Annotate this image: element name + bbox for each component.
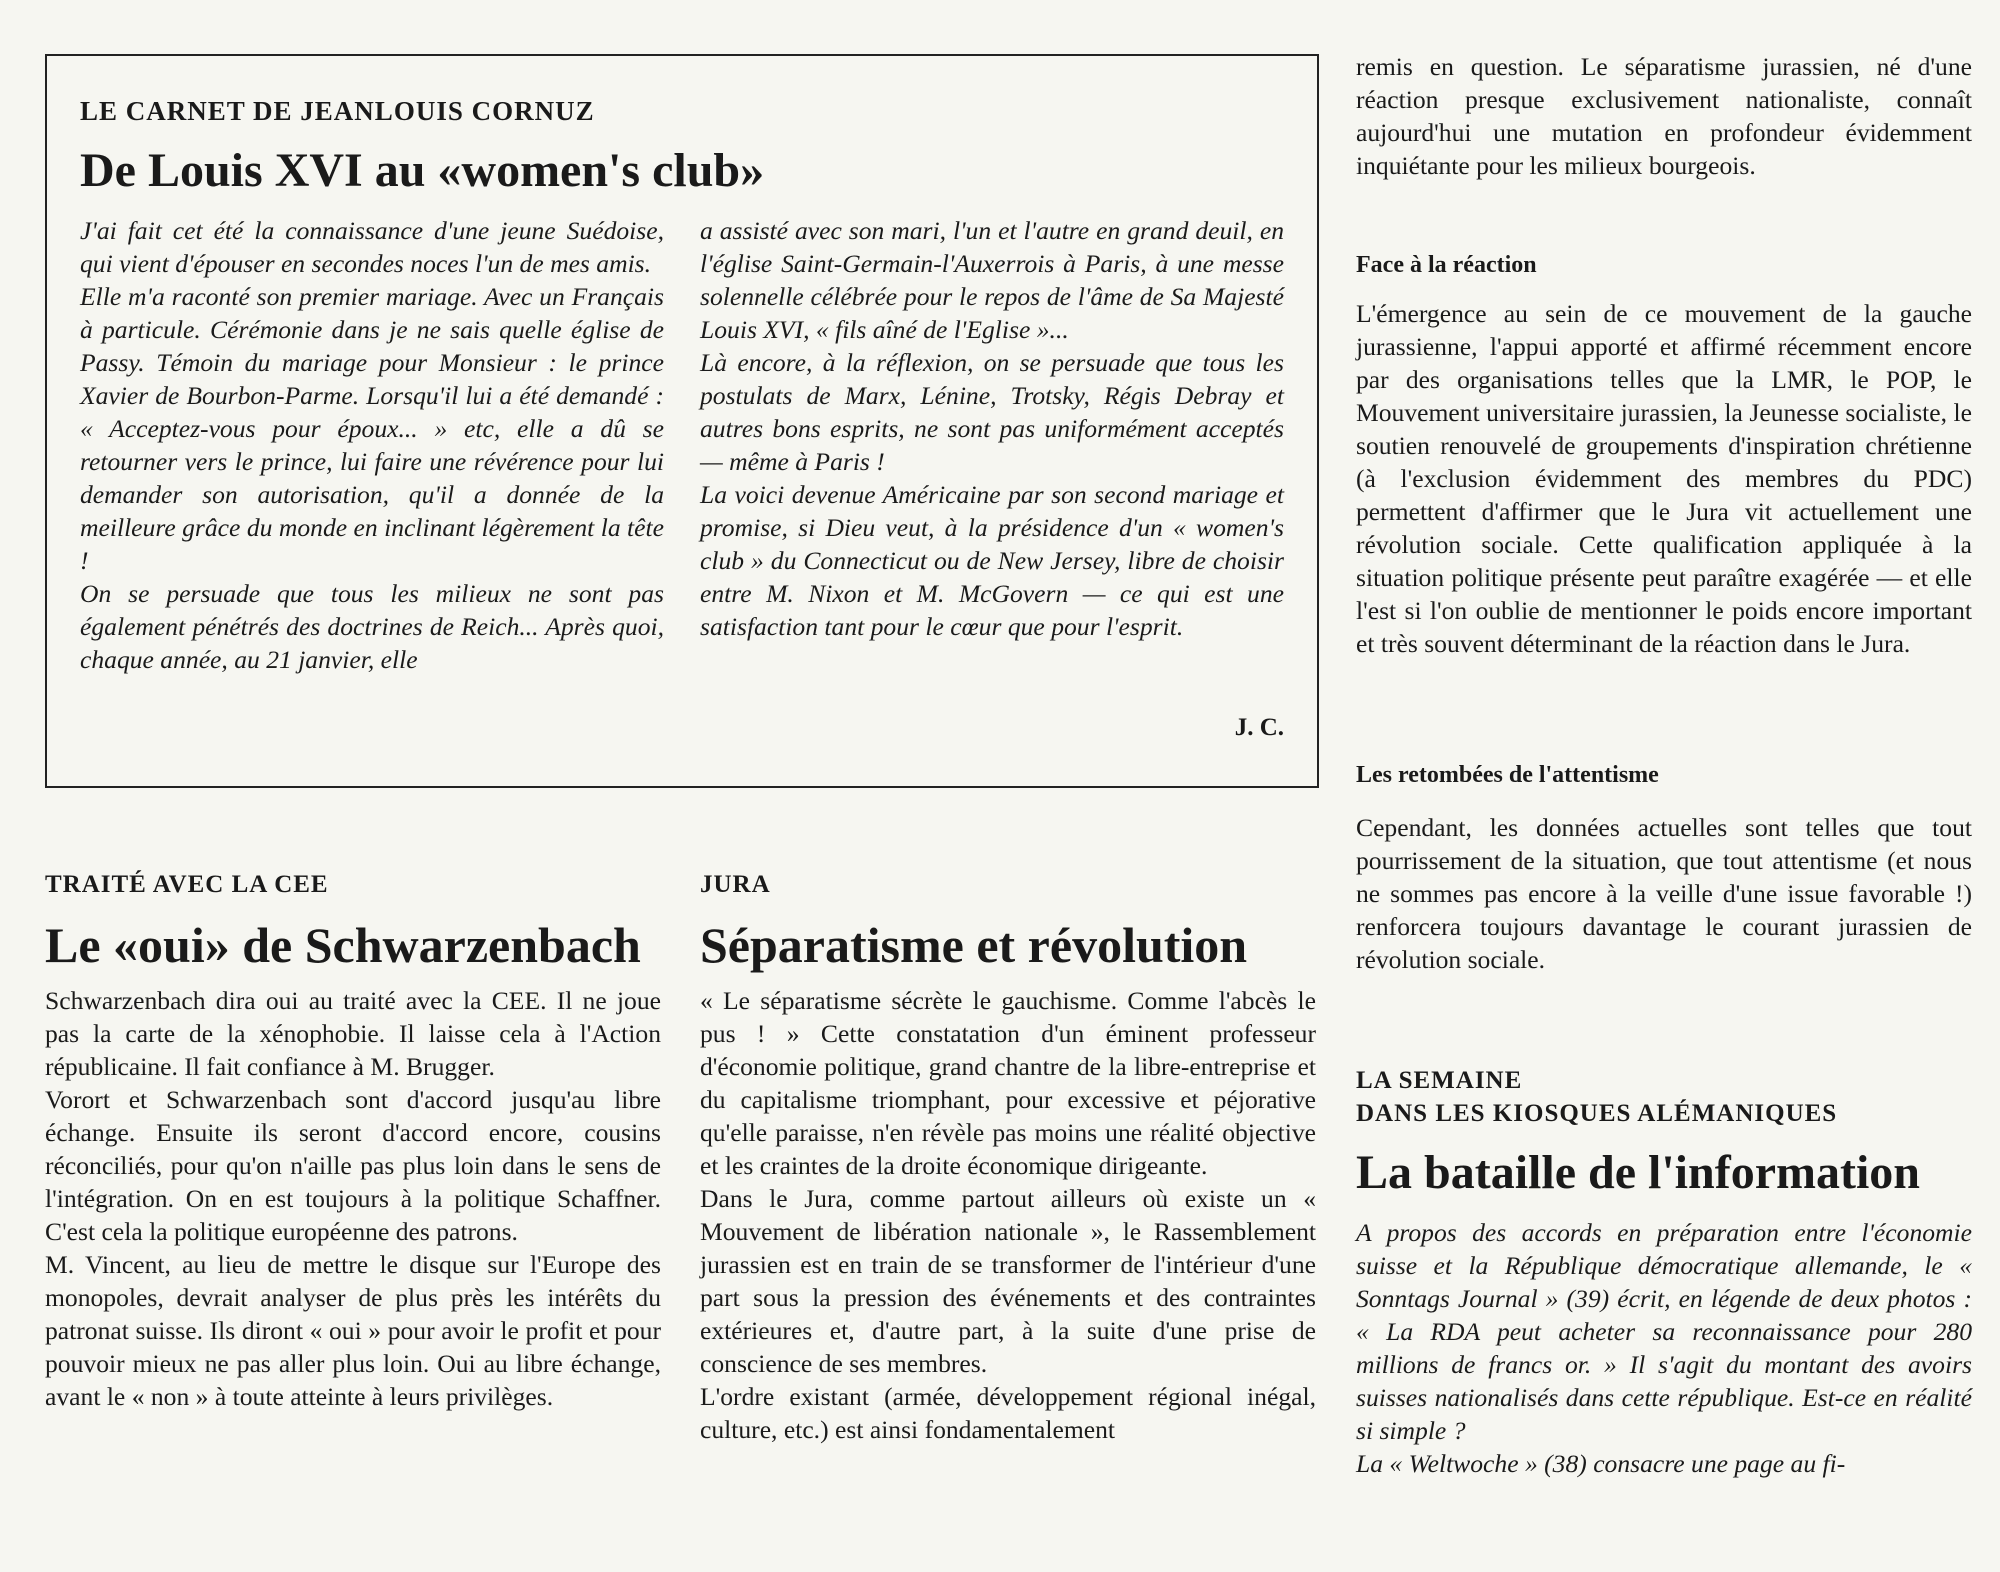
semaine-title: La bataille de l'information xyxy=(1356,1146,1920,1199)
carnet-title: De Louis XVI au «women's club» xyxy=(80,144,765,197)
jura-subhead-reaction: Face à la réaction xyxy=(1356,252,1537,278)
jura-p1: « Le séparatisme sécrète le gauchisme. Comme l'abcès le pus ! » Cette constatation d'un éminent professeur d'économie politique, grand chantre de la libre-entreprise et du capitalisme triomphant, pour excessive et péjorative qu'elle paraisse, n'en révèle pas moins une réalité objective et les craintes de la droite économique dirigeante. xyxy=(700,986,1316,1180)
carnet-col1 xyxy=(80,214,664,676)
semaine-p2: La « Weltwoche » (38) consacre une page au fi- xyxy=(1356,1449,1846,1478)
jura-p2: Dans le Jura, comme partout ailleurs où existe un « Mouvement de libération nationale », le Rassemblement jurassien est en train de se transformer de l'intérieur d'une part sous la pression des événements et des contraintes extérieures et, d'autre part, à la suite d'une prise de conscience de ses membres. xyxy=(700,1184,1316,1378)
carnet-col2-p1: a assisté avec son mari, l'un et l'autre en grand deuil, en l'église Saint-Germain-l'Auxerrois à Paris, à une messe solennelle célébrée pour le repos de l'âme de Sa Majesté Louis XVI, « fils aîné de l'Eglise »... xyxy=(700,216,1284,344)
semaine-body xyxy=(1356,1216,1972,1480)
carnet-col2 xyxy=(700,214,1284,643)
jura-p3: L'ordre existant (armée, développement régional inégal, culture, etc.) est ainsi fondamentalement xyxy=(700,1382,1316,1444)
jura-title: Séparatisme et révolution xyxy=(700,917,1248,973)
cee-title: Le «oui» de Schwarzenbach xyxy=(45,917,641,973)
jura-body xyxy=(700,984,1316,1446)
semaine-kicker-2: DANS LES KIOSQUES ALÉMANIQUES xyxy=(1356,1100,1838,1127)
cee-p2: Vorort et Schwarzenbach sont d'accord jusqu'au libre échange. Ensuite ils seront d'accord encore, cousins réconciliés, pour qu'on n'aille pas plus loin dans le sens de l'intégration. On en est toujours à la politique Schaffner. C'est cela la politique européenne des patrons. xyxy=(45,1085,661,1246)
jura-kicker: JURA xyxy=(700,871,771,898)
carnet-signature: J. C. xyxy=(1234,714,1284,741)
cee-p1: Schwarzenbach dira oui au traité avec la CEE. Il ne joue pas la carte de la xénophobie. Il laisse cela à l'Action républicaine. Il fait confiance à M. Brugger. xyxy=(45,986,661,1081)
jura-attentisme-text: Cependant, les données actuelles sont telles que tout pourrissement de la situation, que tout attentisme (et nous ne sommes pas encore à la veille d'une issue favorable !) renforcera toujours davantage le courant jurassien de révolution sociale. xyxy=(1356,813,1972,974)
carnet-col1-p1: J'ai fait cet été la connaissance d'une jeune Suédoise, qui vient d'épouser en secondes noces l'un de mes amis. xyxy=(80,216,664,278)
cee-body xyxy=(45,984,661,1413)
cee-p3: M. Vincent, au lieu de mettre le disque sur l'Europe des monopoles, devrait analyser de plus près les intérêts du patronat suisse. Ils diront « oui » pour avoir le profit et pour pouvoir mieux ne pas aller plus loin. Oui au libre échange, avant le « non » à toute atteinte à leurs privilèges. xyxy=(45,1250,661,1411)
carnet-col2-p3: La voici devenue Américaine par son second mariage et promise, si Dieu veut, à la présidence d'un « women's club » du Connecticut ou de New Jersey, libre de choisir entre M. Nixon et M. McGovern — ce qui est une satisfaction tant pour le cœur que pour l'esprit. xyxy=(700,480,1284,641)
jura-continuation: remis en question. Le séparatisme jurassien, né d'une réaction presque exclusivement nationaliste, connaît aujourd'hui une mutation en profondeur évidemment inquiétante pour les milieux bourgeois. xyxy=(1356,52,1972,180)
carnet-col1-p3: On se persuade que tous les milieux ne sont pas également pénétrés des doctrines de Reich... Après quoi, chaque année, au 21 janvier, elle xyxy=(80,579,664,674)
semaine-p1: A propos des accords en préparation entre l'économie suisse et la République démocratique allemande, le « Sonntags Journal » (39) écrit, en légende de deux photos : « La RDA peut acheter sa reconnaissance pour 280 millions de francs or. » Il s'agit du montant des avoirs suisses nationalisés dans cette république. Est-ce en réalité si simple ? xyxy=(1356,1218,1972,1445)
semaine-kicker-1: LA SEMAINE xyxy=(1356,1067,1523,1094)
jura-subhead-attentisme: Les retombées de l'attentisme xyxy=(1356,762,1659,788)
cee-kicker: TRAITÉ AVEC LA CEE xyxy=(45,871,329,898)
carnet-col2-p2: Là encore, à la réflexion, on se persuade que tous les postulats de Marx, Lénine, Trotsky, Régis Debray et autres bons esprits, ne sont pas uniformément acceptés — même à Paris ! xyxy=(700,348,1284,476)
jura-reaction-text: L'émergence au sein de ce mouvement de la gauche jurassienne, l'appui apporté et affirmé récemment encore par des organisations telles que la LMR, le POP, le Mouvement universitaire jurassien, la Jeunesse socialiste, le soutien renouvelé de groupements d'inspiration chrétienne (à l'exclusion évidemment des membres du PDC) permettent d'affirmer que le Jura vit actuellement une révolution sociale. Cette qualification appliquée à la situation politique présente peut paraître exagérée — et elle l'est si l'on oublie de mentionner le poids encore important et très souvent déterminant de la réaction dans le Jura. xyxy=(1356,299,1972,658)
carnet-col1-p2: Elle m'a raconté son premier mariage. Avec un Français à particule. Cérémonie dans je ne sais quelle église de Passy. Témoin du mariage pour Monsieur : le prince Xavier de Bourbon-Parme. Lorsqu'il lui a été demandé : « Acceptez-vous pour époux... » etc, elle a dû se retourner vers le prince, lui faire une révérence pour lui demander son autorisation, qu'il a donnée de la meilleure grâce du monde en inclinant légèrement la tête ! xyxy=(80,282,664,575)
carnet-kicker: LE CARNET DE JEANLOUIS CORNUZ xyxy=(80,96,595,126)
